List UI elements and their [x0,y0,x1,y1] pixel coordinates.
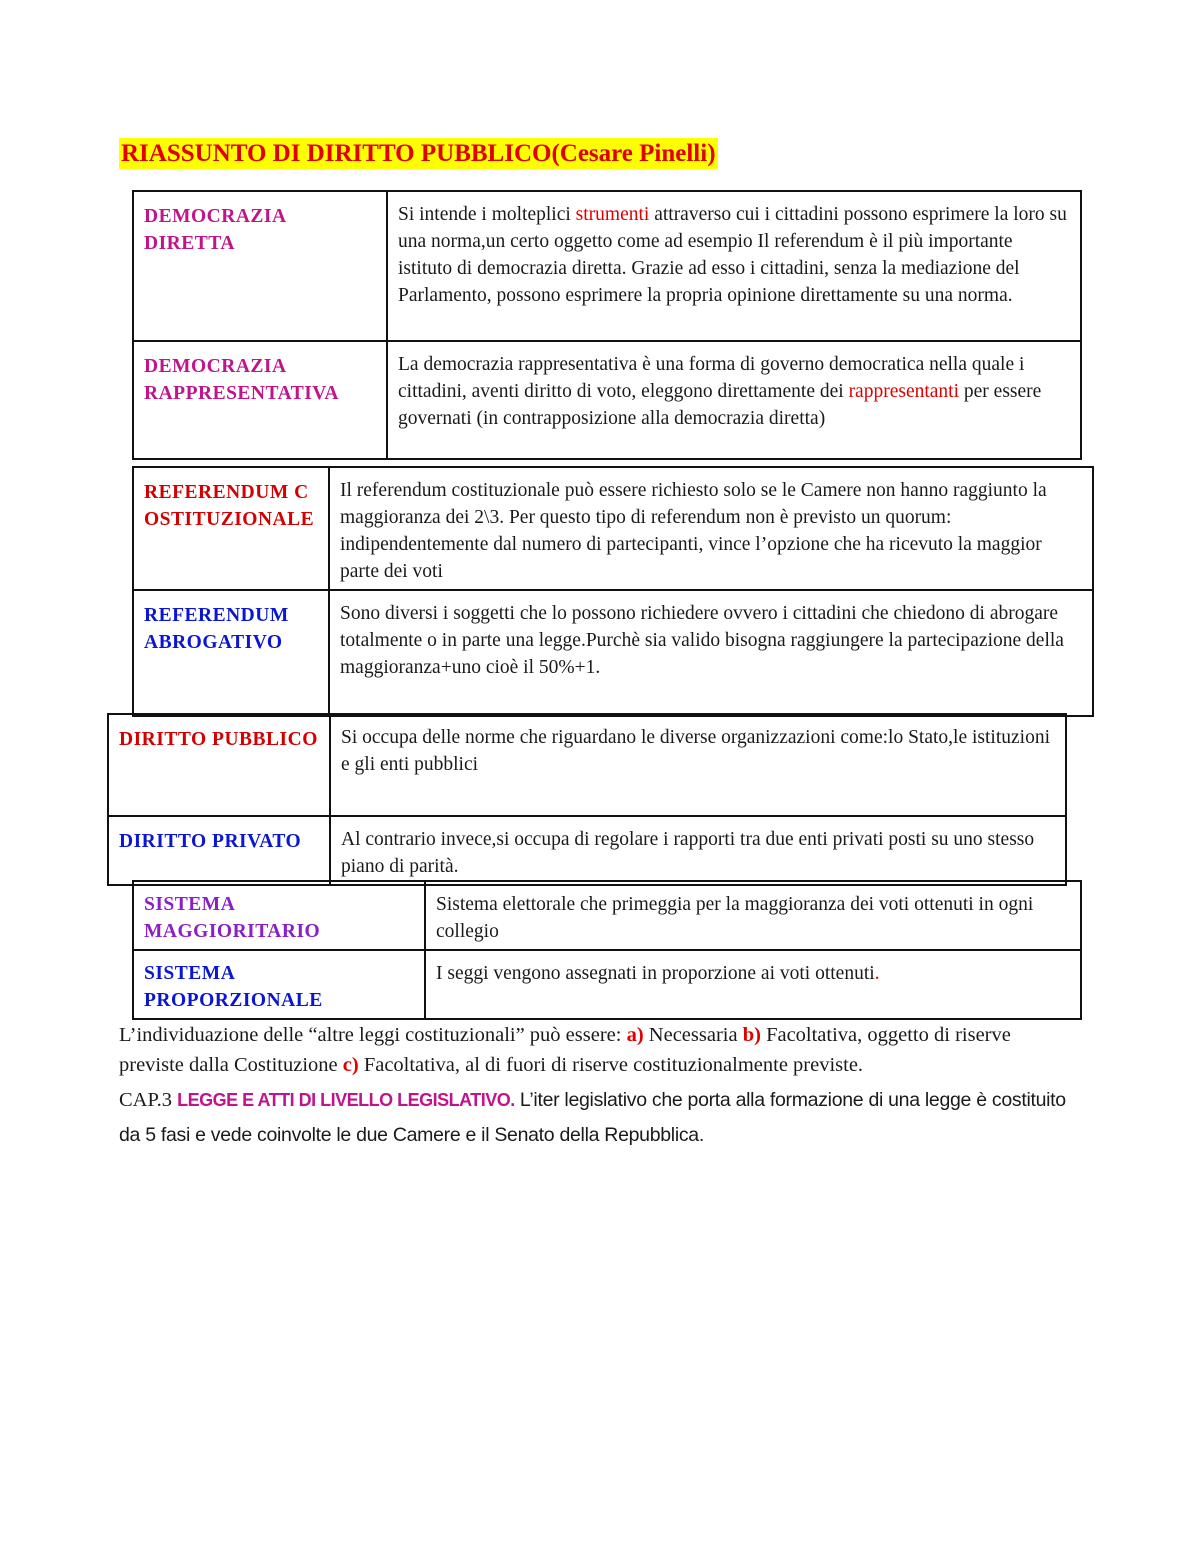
definition-democrazia-rappresentativa: La democrazia rappresentativa è una forma di governo democratica nella quale i cittadini, aventi diritto di voto, eleggono direttamente dei rappresentanti per essere governati (in contrapposizione alla democrazia diretta) [387,341,1081,459]
diritto-table [107,713,1067,886]
label-b: b) [742,1024,761,1046]
table-row [133,950,1081,1019]
table-row [133,341,1081,459]
table-row [108,816,1066,885]
red-period: . [874,963,880,984]
referendum-table [132,466,1094,717]
label-c: c) [342,1054,359,1076]
document-title: RIASSUNTO DI DIRITTO PUBBLICO(Cesare Pinelli) [121,140,716,167]
chapter-number: CAP.3 [119,1089,178,1111]
table-row [108,714,1066,816]
term-sistema-proporzionale: SISTEMA PROPORZIONALE [133,950,425,1019]
table-row [133,191,1081,341]
definition-diritto-pubblico: Si occupa delle norme che riguardano le diverse organizzazioni come:lo Stato,le istituzioni e gli enti pubblici [330,714,1066,816]
term-democrazia-rappresentativa: DEMOCRAZIA RAPPRESENTATIVA [133,341,387,459]
label-a: a) [626,1024,644,1046]
term-referendum-abrogativo: REFERENDUM ABROGATIVO [133,590,329,716]
definition-sistema-maggioritario: Sistema elettorale che primeggia per la maggioranza dei voti ottenuti in ogni collegio [425,881,1081,950]
chapter-text: L’iter legislativo che porta alla formazione di una legge è costituito da 5 fasi e vede coinvolte le due Camere e il Senato della Repubblica. [119,1089,1066,1146]
term-democrazia-diretta: DEMOCRAZIA DIRETTA [133,191,387,341]
highlighted-word: rappresentanti [848,381,960,402]
paragraph-cap3 [119,1083,1079,1153]
democrazia-table [132,190,1082,460]
definition-sistema-proporzionale: I seggi vengono assegnati in proporzione ai voti ottenuti. [425,950,1081,1019]
term-sistema-maggioritario: SISTEMA MAGGIORITARIO [133,881,425,950]
paragraph-leggi-costituzionali: L’individuazione delle “altre leggi costituzionali” può essere: a) Necessaria b) Facoltativa, oggetto di riserve previste dalla Costituzione c) Facoltativa, al di fuori di riserve costituzionalmente previste. [119,1024,1011,1076]
term-referendum-costituzionale: REFERENDUM COSTITUZIONALE [133,467,329,590]
term-diritto-pubblico: DIRITTO PUBBLICO [108,714,330,816]
chapter-title: LEGGE E ATTI DI LIVELLO LEGISLATIVO. [177,1090,515,1110]
table-row [133,467,1093,590]
definition-democrazia-diretta: Si intende i molteplici strumenti attraverso cui i cittadini possono esprimere la loro su una norma,un certo oggetto come ad esempio Il referendum è il più importante istituto di democrazia diretta. Grazie ad esso i cittadini, senza la mediazione del Parlamento, possono esprimere la propria opinione direttamente su una norma. [387,191,1081,341]
table-row [133,881,1081,950]
sistema-table [132,880,1082,1020]
definition-referendum-abrogativo: Sono diversi i soggetti che lo possono richiedere ovvero i cittadini che chiedono di abrogare totalmente o in parte una legge.Purchè sia valido bisogna raggiungere la partecipazione della maggioranza+uno cioè il 50%+1. [329,590,1093,716]
term-diritto-privato: DIRITTO PRIVATO [108,816,330,885]
definition-referendum-costituzionale: Il referendum costituzionale può essere richiesto solo se le Camere non hanno raggiunto la maggioranza dei 2\3. Per questo tipo di referendum non è previsto un quorum: indipendentemente dal numero di partecipanti, vince l’opzione che ha ricevuto la maggior parte dei voti [329,467,1093,590]
table-row [133,590,1093,716]
definition-diritto-privato: Al contrario invece,si occupa di regolare i rapporti tra due enti privati posti su uno stesso piano di parità. [330,816,1066,885]
highlighted-word: strumenti [575,204,650,225]
